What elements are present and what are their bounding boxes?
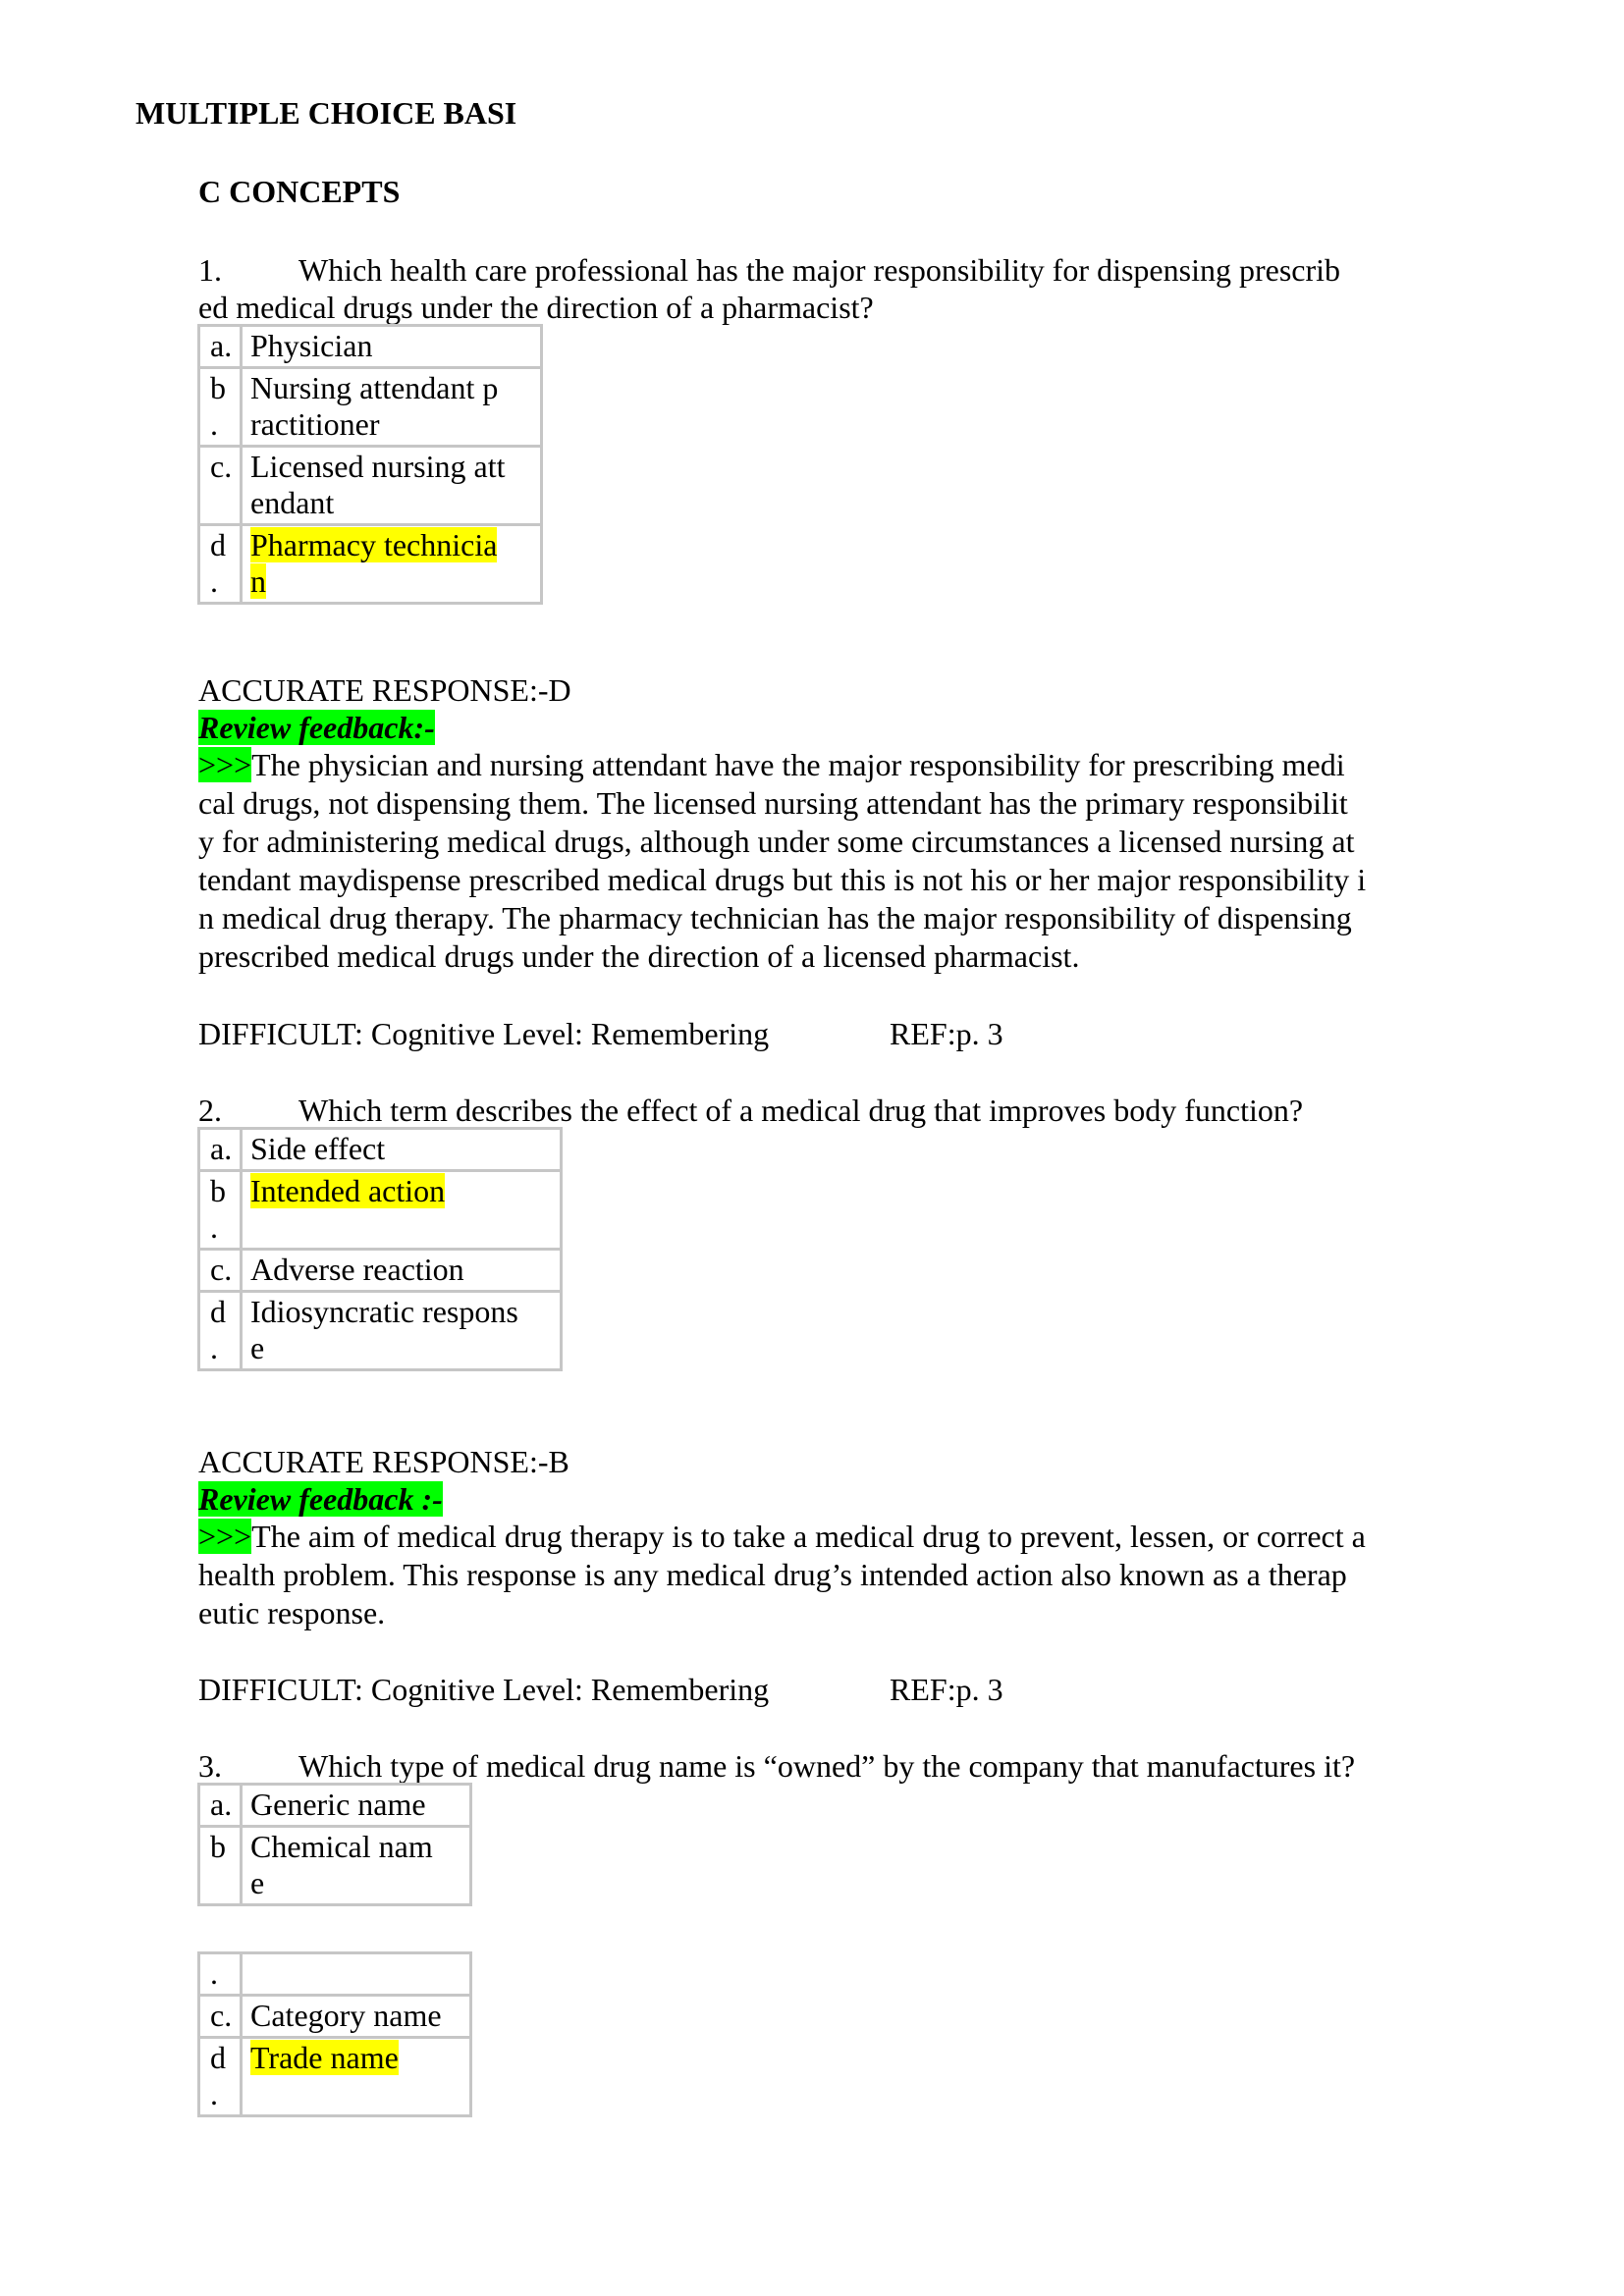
question-2-answer: ACCURATE RESPONSE:-B xyxy=(198,1444,569,1479)
choice-letter: c. xyxy=(199,1250,242,1292)
feedback-text: The aim of medical drug therapy is to take a medical drug to prevent, lessen, or correct a health problem. This response is any medical drug’s intended action also known as a therap eutic response. xyxy=(198,1519,1366,1630)
choice-letter: b . xyxy=(199,1171,242,1250)
choice-label: Idiosyncratic respons e xyxy=(250,1294,518,1365)
choice-row xyxy=(199,447,542,525)
choice-letter: . xyxy=(199,1953,242,1996)
choice-text xyxy=(242,1785,471,1827)
choice-row xyxy=(199,1996,471,2038)
question-2-feedback-label xyxy=(198,1480,443,1519)
question-2-difficulty: DIFFICULT: Cognitive Level: Remembering xyxy=(198,1672,770,1707)
question-1-ref: REF:p. 3 xyxy=(890,1016,1003,1051)
correct-choice-label: Intended action xyxy=(250,1173,446,1208)
heading-line-2: C CONCEPTS xyxy=(198,174,401,209)
question-1-stem-rest: ed medical drugs under the direction of a pharmacist? xyxy=(198,290,874,325)
choice-text xyxy=(242,1171,562,1250)
choice-text xyxy=(242,326,542,368)
choice-row xyxy=(199,1292,562,1370)
choice-letter: d . xyxy=(199,2038,242,2116)
choice-letter: d . xyxy=(199,525,242,604)
choice-letter: c. xyxy=(199,447,242,525)
feedback-text: The physician and nursing attendant have the major responsibility for prescribing medi cal drugs, not dispensing them. The licensed nursing attendant has the primary responsibilit y for administering medical drugs, although under some circumstances a licensed nursing at tendant maydispense prescribed medical drugs but this is not his or her major responsibility i n medical drug therapy. The pharmacy technician has the major responsibility of dispensing prescribed medical drugs under the direction of a licensed pharmacist. xyxy=(198,747,1367,974)
choice-row-correct xyxy=(199,1171,562,1250)
question-1-feedback xyxy=(198,746,1475,976)
question-1-feedback-label xyxy=(198,709,435,747)
choice-label: Chemical nam e xyxy=(250,1829,433,1900)
choice-text xyxy=(242,1953,471,1996)
choice-label: Side effect xyxy=(250,1131,386,1166)
choice-row xyxy=(199,1953,471,1996)
feedback-label: Review feedback :- xyxy=(198,1481,443,1517)
question-2-ref: REF:p. 3 xyxy=(890,1672,1003,1707)
choice-row-correct xyxy=(199,2038,471,2116)
choice-letter: c. xyxy=(199,1996,242,2038)
question-1-answer: ACCURATE RESPONSE:-D xyxy=(198,672,571,708)
question-3-number: 3. xyxy=(198,1748,222,1784)
choice-text xyxy=(242,368,542,447)
choice-letter: a. xyxy=(199,1785,242,1827)
choice-label: Nursing attendant p ractitioner xyxy=(250,370,499,442)
choice-text xyxy=(242,525,542,604)
choice-row xyxy=(199,368,542,447)
choice-letter: a. xyxy=(199,1129,242,1171)
choice-text xyxy=(242,1129,562,1171)
choice-label: Adverse reaction xyxy=(250,1252,464,1287)
feedback-marker: >>> xyxy=(198,1519,252,1554)
correct-choice-label: Pharmacy technicia n xyxy=(250,527,498,599)
choice-row xyxy=(199,1129,562,1171)
choice-letter: b . xyxy=(199,368,242,447)
question-2-stem-first: Which term describes the effect of a medical drug that improves body function? xyxy=(298,1093,1304,1128)
question-2-feedback xyxy=(198,1518,1475,1632)
choice-label: Generic name xyxy=(250,1787,426,1822)
question-2-number: 2. xyxy=(198,1093,222,1128)
question-3-stem-first: Which type of medical drug name is “owned” by the company that manufactures it? xyxy=(298,1748,1356,1784)
choice-row xyxy=(199,1785,471,1827)
feedback-label: Review feedback:- xyxy=(198,710,435,745)
question-2-choices xyxy=(197,1127,563,1371)
question-1-difficulty: DIFFICULT: Cognitive Level: Remembering xyxy=(198,1016,770,1051)
question-3-choices-part-1 xyxy=(197,1783,472,1906)
choice-row xyxy=(199,326,542,368)
choice-text xyxy=(242,1292,562,1370)
feedback-marker: >>> xyxy=(198,747,252,782)
choice-letter: d . xyxy=(199,1292,242,1370)
choice-row-correct xyxy=(199,525,542,604)
choice-text xyxy=(242,2038,471,2116)
question-1-stem-first: Which health care professional has the major responsibility for dispensing prescrib xyxy=(298,252,1341,288)
choice-row xyxy=(199,1827,471,1905)
choice-text xyxy=(242,1827,471,1905)
heading-line-1: MULTIPLE CHOICE BASI xyxy=(135,95,517,131)
question-1-choices xyxy=(197,324,543,605)
choice-letter: b xyxy=(199,1827,242,1905)
choice-letter: a. xyxy=(199,326,242,368)
choice-text xyxy=(242,447,542,525)
question-3-choices-part-2 xyxy=(197,1951,472,2117)
choice-text xyxy=(242,1996,471,2038)
choice-label: Physician xyxy=(250,328,373,363)
choice-label: Licensed nursing att endant xyxy=(250,449,506,520)
correct-choice-label: Trade name xyxy=(250,2040,399,2075)
choice-row xyxy=(199,1250,562,1292)
choice-text xyxy=(242,1250,562,1292)
choice-label: Category name xyxy=(250,1998,442,2033)
question-1-number: 1. xyxy=(198,252,222,288)
